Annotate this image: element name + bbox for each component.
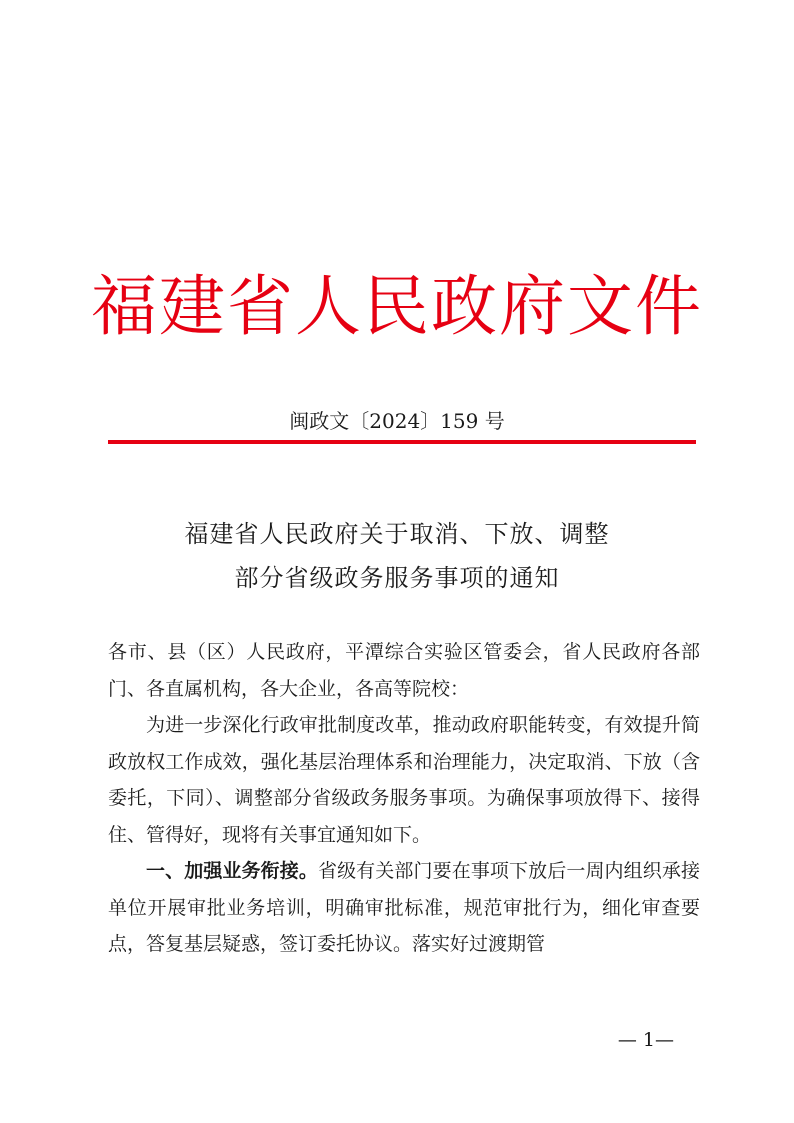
document-masthead: 福建省人民政府文件 xyxy=(91,268,703,345)
red-separator-line xyxy=(108,440,696,444)
document-number: 闽政文〔2024〕159 号 xyxy=(289,409,505,433)
section-1-paragraph xyxy=(108,853,700,963)
document-body xyxy=(108,634,700,963)
title-line-1: 福建省人民政府关于取消、下放、调整 xyxy=(184,520,610,548)
section-1-heading: 一、加强业务衔接。 xyxy=(146,860,318,882)
title-line-2: 部分省级政务服务事项的通知 xyxy=(234,564,560,592)
page-number: — 1— xyxy=(617,1029,674,1051)
section-1-text: 省级有关部门要在事项下放后一周内组织承接单位开展审批业务培训，明确审批标准，规范审批行为，细化审查要点，答复基层疑惑，签订委托协议。落实好过渡期管 xyxy=(108,860,700,955)
addressee-paragraph: 各市、县（区）人民政府，平潭综合实验区管委会，省人民政府各部门、各直属机构，各大企业，各高等院校： xyxy=(108,641,700,700)
document-title xyxy=(0,512,794,600)
intro-paragraph: 为进一步深化行政审批制度改革，推动政府职能转变，有效提升简政放权工作成效，强化基层治理体系和治理能力，决定取消、下放（含委托，下同）、调整部分省级政务服务事项。为确保事项放得下、接得住、管得好，现将有关事宜通知如下。 xyxy=(108,714,700,846)
